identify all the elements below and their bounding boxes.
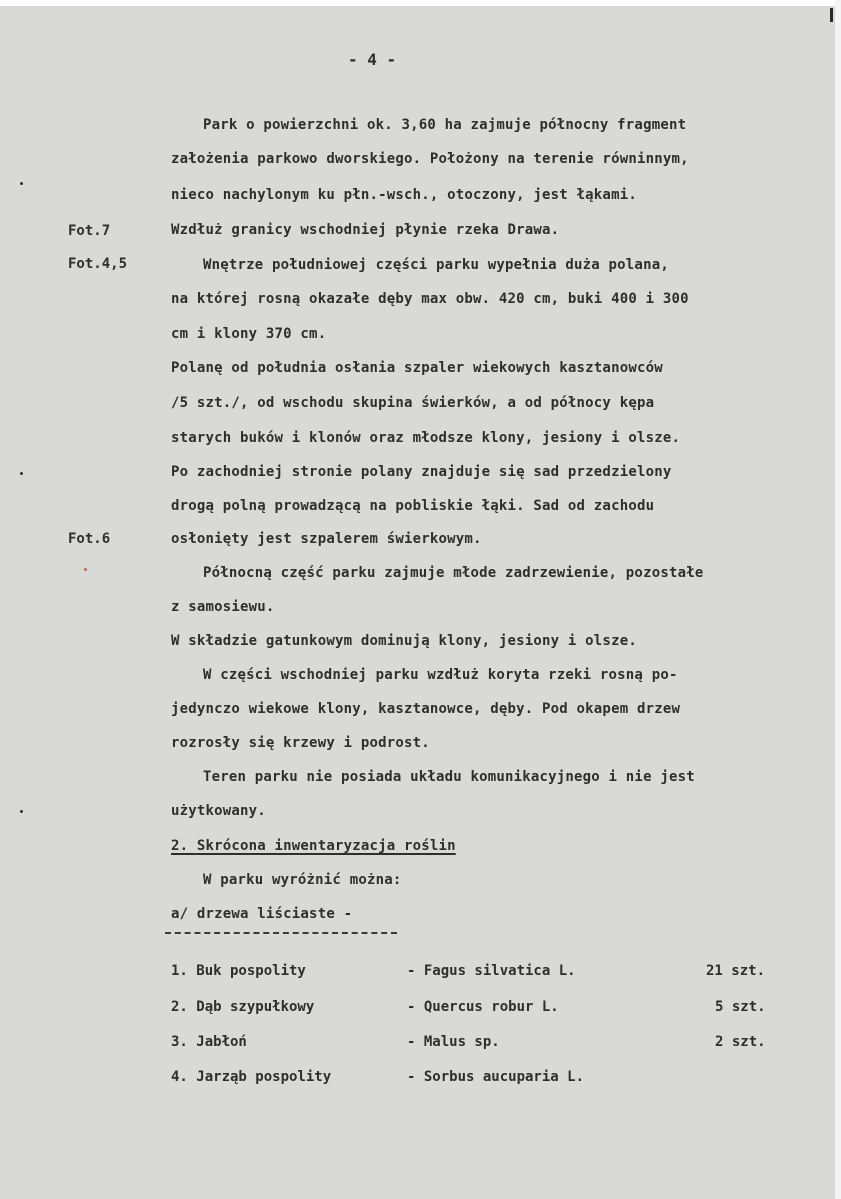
text-line: Po zachodniej stronie polany znajduje się sad przedzielony (171, 464, 672, 480)
text-line: Polanę od południa osłania szpaler wiekowych kasztanowców (171, 360, 663, 376)
species-name: 1. Buk pospolity (171, 963, 306, 979)
text-line: W składzie gatunkowym dominują klony, jesiony i olsze. (171, 633, 637, 649)
species-latin: - Fagus silvatica L. (407, 963, 576, 979)
text-line: na której rosną okazałe dęby max obw. 420 cm, buki 400 i 300 (171, 291, 689, 307)
section-heading: 2. Skrócona inwentaryzacja roślin (171, 838, 456, 854)
margin-dot (20, 182, 23, 185)
text-line: Wnętrze południowej części parku wypełnia duża polana, (203, 257, 669, 273)
text-line: jedynczo wiekowe klony, kasztanowce, dęby. Pod okapem drzew (171, 701, 681, 717)
margin-dot (84, 568, 87, 571)
text-line: /5 szt./, od wschodu skupina świerków, a od północy kępa (171, 395, 655, 411)
text-line: z samosiewu. (171, 599, 275, 615)
text-line: cm i klony 370 cm. (171, 326, 327, 342)
species-name: 2. Dąb szypułkowy (171, 999, 315, 1015)
species-latin: - Sorbus aucuparia L. (407, 1069, 585, 1085)
species-count: 5 szt. (715, 999, 766, 1015)
species-latin: - Quercus robur L. (407, 999, 559, 1015)
text-line: starych buków i klonów oraz młodsze klony, jesiony i olsze. (171, 430, 681, 446)
corner-mark (830, 8, 833, 22)
scan-edge-top (0, 0, 841, 6)
text-line: W części wschodniej parku wzdłuż koryta rzeki rosną po- (203, 667, 678, 683)
dashed-underline (165, 932, 397, 934)
text-line: Północną część parku zajmuje młode zadrzewienie, pozostałe (203, 565, 704, 581)
text-line: założenia parkowo dworskiego. Położony na terenie równinnym, (171, 151, 689, 167)
scan-edge-right (835, 0, 841, 1199)
text-line: osłonięty jest szpalerem świerkowym. (171, 531, 482, 547)
species-latin: - Malus sp. (407, 1034, 500, 1050)
species-count: 21 szt. (706, 963, 766, 979)
margin-note-fot6: Fot.6 (68, 531, 111, 547)
margin-note-fot45: Fot.4,5 (68, 256, 128, 272)
subsection-heading: a/ drzewa liściaste - (171, 906, 353, 922)
text-line: Teren parku nie posiada układu komunikacyjnego i nie jest (203, 769, 695, 785)
page-number: - 4 - (348, 50, 397, 69)
text-line: Wzdłuż granicy wschodniej płynie rzeka Drawa. (171, 222, 560, 238)
species-name: 4. Jarząb pospolity (171, 1069, 332, 1085)
text-line: Park o powierzchni ok. 3,60 ha zajmuje północny fragment (203, 117, 687, 133)
text-line: W parku wyróżnić można: (203, 872, 402, 888)
margin-dot (20, 810, 23, 813)
text-line: drogą polną prowadzącą na pobliskie łąki. Sad od zachodu (171, 498, 655, 514)
species-count: 2 szt. (715, 1034, 766, 1050)
text-line: nieco nachylonym ku płn.-wsch., otoczony, jest łąkami. (171, 187, 637, 203)
text-line: użytkowany. (171, 803, 266, 819)
margin-dot (20, 472, 23, 475)
species-name: 3. Jabłoń (171, 1034, 247, 1050)
text-line: rozrosły się krzewy i podrost. (171, 735, 430, 751)
margin-note-fot7: Fot.7 (68, 223, 111, 239)
